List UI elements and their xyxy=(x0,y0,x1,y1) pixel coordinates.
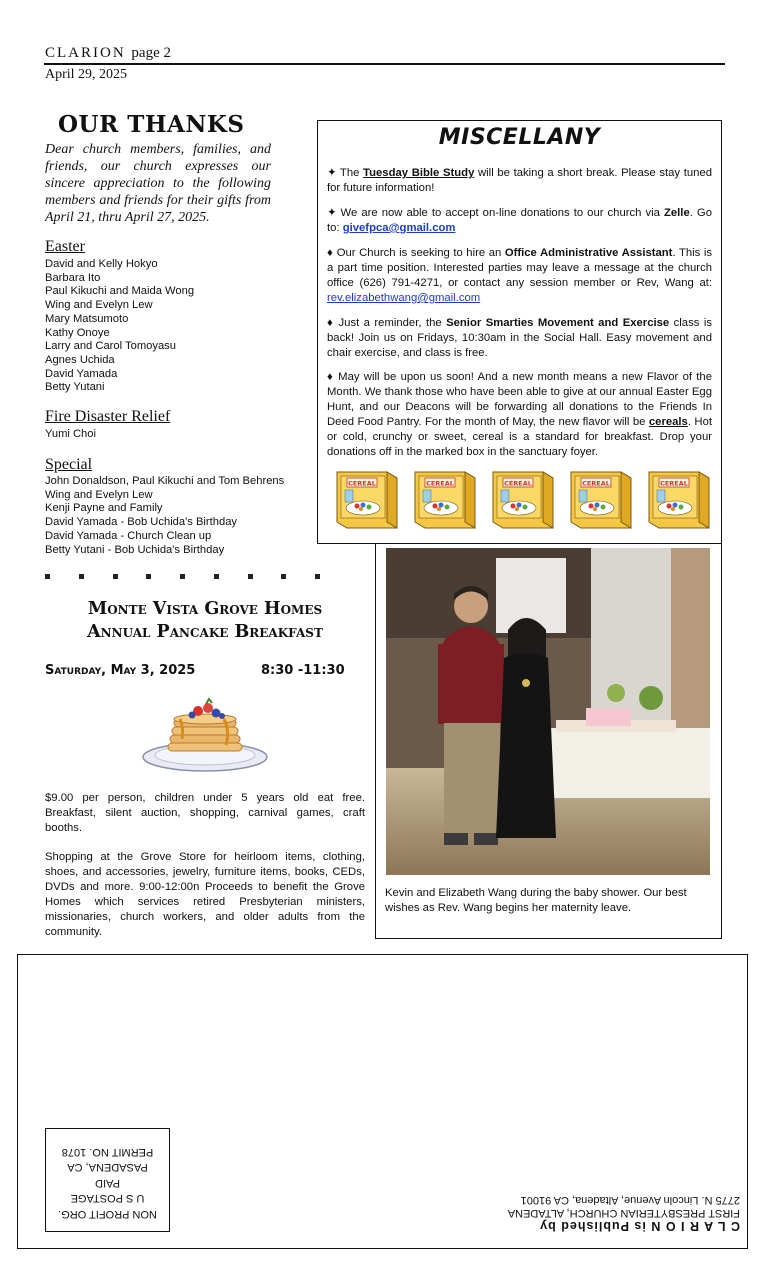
misc-exercise-class: ♦ Just a reminder, the Senior Smarties Movement and Exercise class is back! Join us on Fridays, 10:30am in the Social Hall. Easy movement and chair exercise, and class is free. xyxy=(327,317,712,359)
cereal-label: CEREAL xyxy=(582,479,610,488)
postage-permit-box: NON PROFIT ORG. U S POSTAGE PAID PASADENA, CA PERMIT NO. 1078 xyxy=(45,1128,170,1232)
newsletter-header xyxy=(45,45,171,62)
donor-name: Barbara Ito xyxy=(45,271,101,284)
event-title: Monte Vista Grove Homes Annual Pancake Breakfast xyxy=(87,599,323,642)
rev-wang-email-link[interactable]: rev.elizabethwang@gmail.com xyxy=(327,292,481,304)
section-heading-special: Special xyxy=(45,456,93,473)
section-heading-easter: Easter xyxy=(45,238,85,255)
cereal-box-icon xyxy=(645,466,713,532)
misc-zelle-notice: ✦ We are now able to accept on-line donations to our church via Zelle. Go to: givefpca@gmail.com xyxy=(327,207,712,234)
donor-name: David Yamada - Church Clean up xyxy=(45,529,212,542)
cereal-label: CEREAL xyxy=(348,479,376,488)
misc-bible-study-notice: ✦ The Tuesday Bible Study will be taking a short break. Please stay tuned for future information! xyxy=(327,167,712,194)
cereal-label: CEREAL xyxy=(426,479,454,488)
donor-name: Wing and Evelyn Lew xyxy=(45,299,153,312)
cereal-box-icon xyxy=(489,466,557,532)
cereal-label: CEREAL xyxy=(504,479,532,488)
donor-name: Betty Yutani - Bob Uchida's Birthday xyxy=(45,543,225,556)
donor-name: Agnes Uchida xyxy=(45,353,115,366)
donor-name: Paul Kikuchi and Maida Wong xyxy=(45,285,195,298)
donor-name: Mary Matsumoto xyxy=(45,312,129,325)
misc-flavor-of-month: ♦ May will be upon us soon! And a new month means a new Flavor of the Month. We thank those who have been able to give at our annual Easter Egg Hunt, and our Deacons will be forwarding all donations to the Friends In Deed Food Pantry. For the month of May, the new flavor will be cereals. Hot or cold, crunchy or sweet, cereal is a standard for breakfast. Drop your donations off in the marked box in the sanctuary foyer. xyxy=(327,371,712,458)
publisher-line: C L A R I O N is Published by xyxy=(539,1219,740,1233)
star-icon: ✦ xyxy=(327,207,337,219)
cereal-box-icon xyxy=(567,466,635,532)
header-rule xyxy=(44,63,725,65)
fire-relief-donor-list xyxy=(45,428,96,442)
return-address xyxy=(480,1193,740,1232)
misc-job-posting: ♦ Our Church is seeking to hire an Office Administrative Assistant. This is a part time position. Interested parties may leave a message at the church office (626) 791-4271, or contact any session member or Rev, Wang at: rev.elizabethwang@gmail.com xyxy=(327,247,713,304)
cereal-box-icon xyxy=(333,466,401,532)
star-icon: ✦ xyxy=(327,167,337,179)
donor-name: Betty Yutani xyxy=(45,381,105,394)
section-heading-fire-relief: Fire Disaster Relief xyxy=(45,408,171,425)
donor-name: Kathy Onoye xyxy=(45,326,110,339)
donor-name: Yumi Choi xyxy=(45,428,96,440)
church-name: FIRST PRESBYTERIAN CHURCH, ALTADENA xyxy=(507,1207,740,1219)
special-donor-list xyxy=(45,475,284,557)
donor-name: David and Kelly Hokyo xyxy=(45,258,158,270)
section-divider xyxy=(45,574,320,582)
cereal-box-icon xyxy=(411,466,479,532)
pancake-stack-illustration xyxy=(140,695,270,775)
photo-caption: Kevin and Elizabeth Wang during the baby shower. Our best wishes as Rev. Wang begins her maternity leave. xyxy=(385,887,687,914)
cereal-box-illustrations xyxy=(333,466,713,536)
donation-email-link[interactable]: givefpca@gmail.com xyxy=(342,222,456,234)
issue-date: April 29, 2025 xyxy=(45,67,128,82)
donor-name: David Yamada xyxy=(45,367,118,380)
donor-name: John Donaldson, Paul Kikuchi and Tom Behrens xyxy=(45,475,285,487)
event-date: Saturday, May 3, 2025 xyxy=(45,663,196,678)
thanks-intro: Dear church members, families, and friends, our church expresses our sincere appreciation to the following members and friends for their gifts from April 21, thru April 27, 2025. xyxy=(45,142,271,225)
donor-name: Larry and Carol Tomoyasu xyxy=(45,340,176,353)
event-time: 8:30 -11:30 xyxy=(261,663,345,678)
donor-name: David Yamada - Bob Uchida's Birthday xyxy=(45,516,238,529)
newsletter-title: CLARION xyxy=(45,45,126,61)
event-shopping-details: Shopping at the Grove Store for heirloom items, clothing, shoes, and accessories, jewelry, furniture items, books, CEDs, DVDs and more. 9:00-12:00n Proceeds to benefit the Grove Homes which services retired Presbyterian ministers, missionaries, church workers, and older adults from the community. xyxy=(45,851,365,938)
donor-name: Wing and Evelyn Lew xyxy=(45,488,153,501)
page-number: page 2 xyxy=(131,45,171,61)
baby-shower-photo xyxy=(386,548,710,875)
event-pricing: $9.00 per person, children under 5 years old eat free. Breakfast, silent auction, shopping, carnival games, craft booths. xyxy=(45,792,365,834)
church-address: 2775 N. Lincoln Avenue, Altadena, CA 91001 xyxy=(520,1194,740,1206)
easter-donor-list xyxy=(45,258,194,395)
donor-name: Kenji Payne and Family xyxy=(45,502,163,515)
cereal-label: CEREAL xyxy=(660,479,688,488)
thanks-heading: OUR THANKS xyxy=(58,111,245,138)
miscellany-heading: MISCELLANY xyxy=(438,125,601,150)
